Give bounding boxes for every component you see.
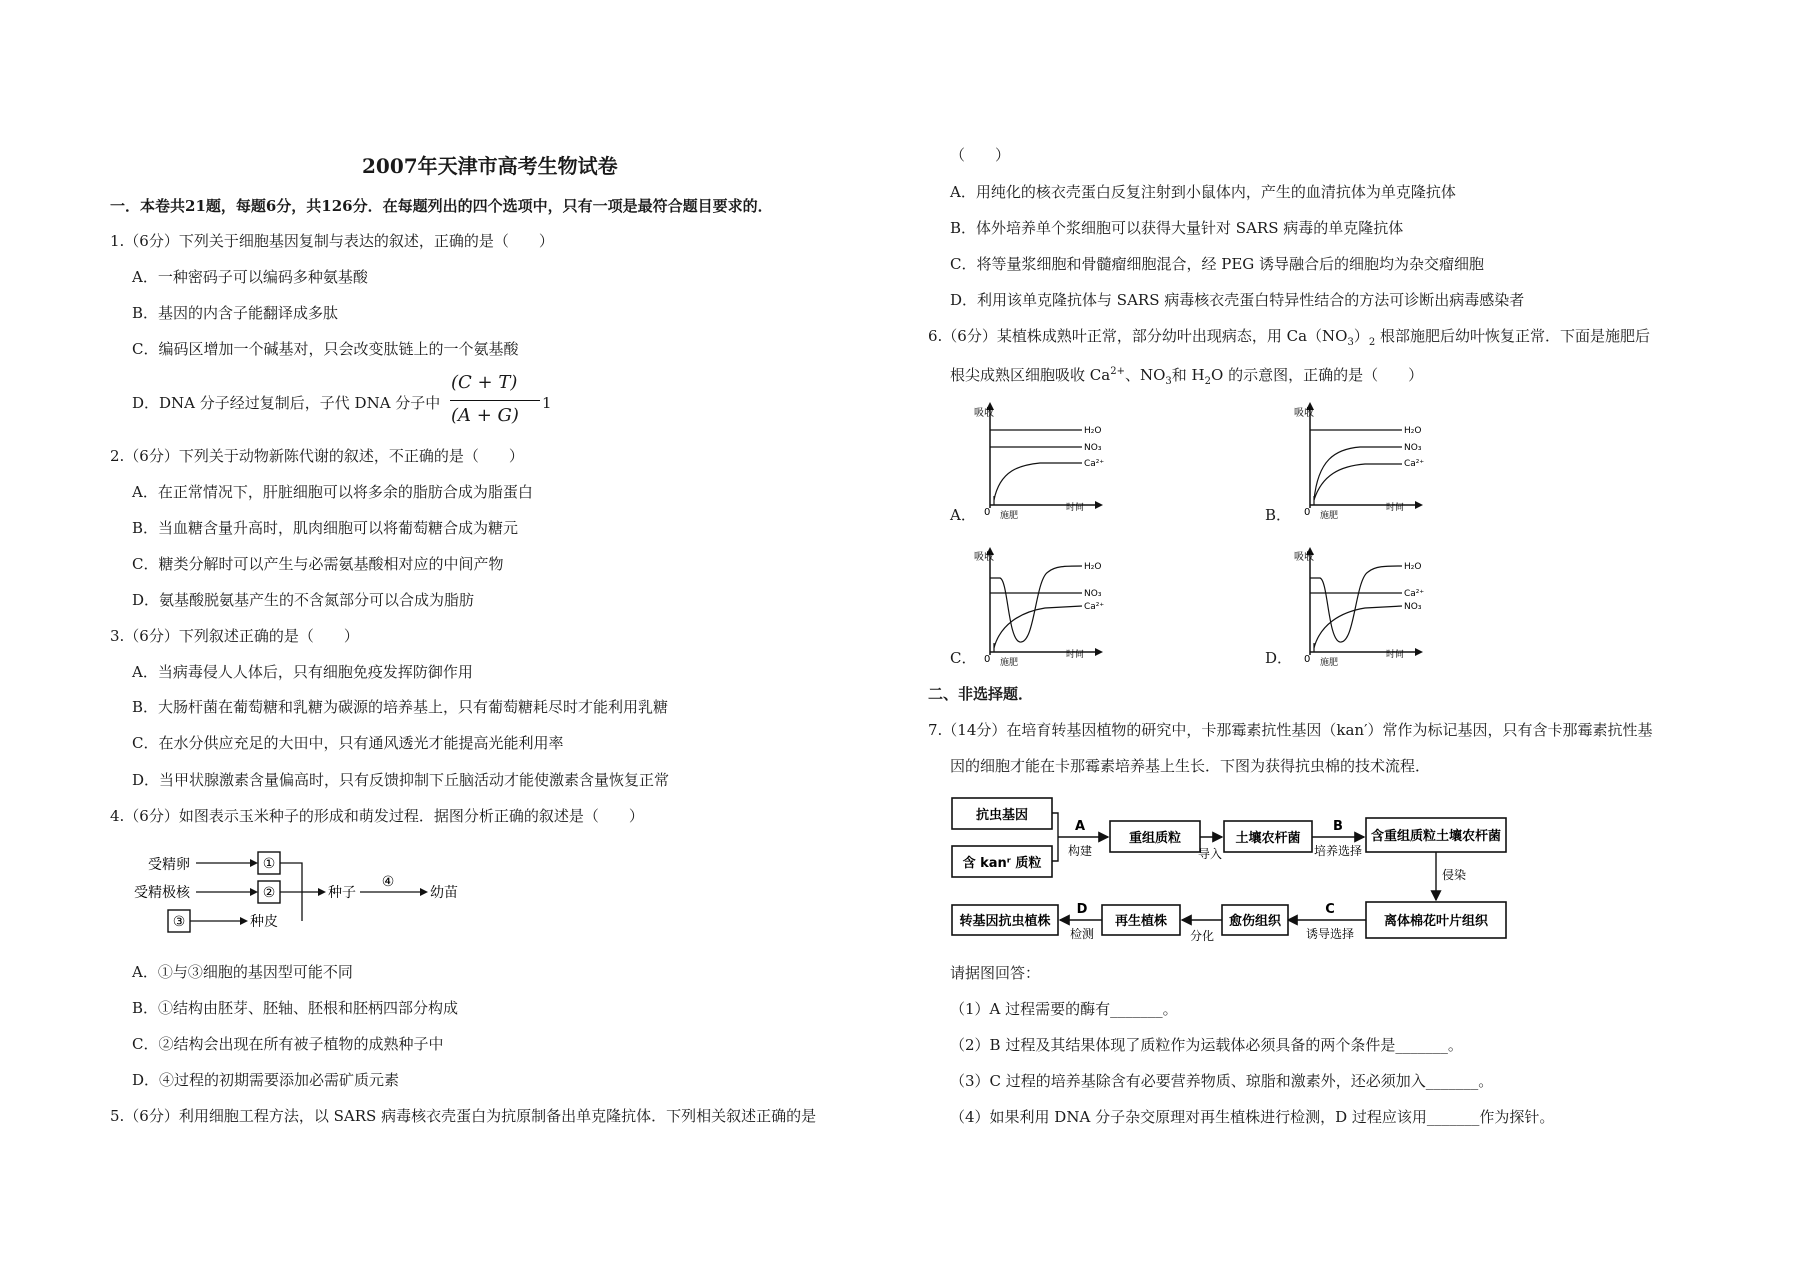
q7-prompt: 请据图回答： <box>950 964 1041 982</box>
ylabel: 吸收 <box>1294 408 1314 419</box>
xlabel: 时间 <box>1386 650 1405 660</box>
label-zygote: 受精卵 <box>148 857 190 873</box>
q1-stem: 1.（6分）下列关于细胞基因复制与表达的叙述，正确的是（ ） <box>110 232 554 250</box>
q6-stem-line1: 6.（6分）某植株成熟叶正常，部分幼叶出现病态，用 $Ca(NO_3)_2$ 根部施肥后幼叶恢复正常．下面是施肥后 <box>928 327 1651 348</box>
curve-label-ca: Ca²⁺ <box>1404 459 1425 469</box>
ylabel: 吸收 <box>974 408 994 419</box>
q7-sub1: （1）A 过程需要的酶有_______。 <box>950 1000 1178 1018</box>
label-callus: 愈伤组织 <box>1228 914 1282 929</box>
label-import: 导入 <box>1198 847 1223 861</box>
curve-label-ca: Ca²⁺ <box>1404 589 1425 599</box>
label-culture-select: 培养选择 <box>1313 844 1363 858</box>
q2-option-b: B．当血糖含量升高时，肌肉细胞可以将葡萄糖合成为糖元 <box>132 519 519 537</box>
q6-option-d-label: D． <box>1265 649 1293 667</box>
q6-option-a-label: A． <box>950 506 976 524</box>
q7-stem-line2: 因的细胞才能在卡那霉素培养基上生长．下图为获得抗虫棉的技术流程． <box>950 757 1431 775</box>
xlabel: 时间 <box>1066 650 1085 660</box>
q5-stem: 5.（6分）利用细胞工程方法，以 SARS 病毒核衣壳蛋白为抗原制备出单克隆抗体．下列相关叙述正确的是 <box>110 1107 817 1125</box>
origin: 0 <box>984 654 991 665</box>
curve-label-ca: Ca²⁺ <box>1084 602 1105 612</box>
label-seed: 种子 <box>328 885 356 901</box>
q7-stem-line1: 7.（14分）在培育转基因植物的研究中，卡那霉素抗性基因（kan′）常作为标记基因，只有含卡那霉素抗性基 <box>928 721 1653 739</box>
arrow-label-b: B <box>1333 819 1343 834</box>
label-transgenic-plant: 转基因抗虫植株 <box>959 914 1051 929</box>
q4-stem: 4.（6分）如图表示玉米种子的形成和萌发过程．据图分析正确的叙述是（ ） <box>110 807 644 825</box>
arrow-label-d: D <box>1076 902 1088 917</box>
q1-option-d-prefix: D．DNA 分子经过复制后，子代 DNA 分子中 <box>132 394 441 412</box>
q4-option-d: D．④过程的初期需要添加必需矿质元素 <box>132 1071 400 1089</box>
fert-label: 施肥 <box>1000 658 1019 668</box>
curve-label-ca: Ca²⁺ <box>1084 459 1105 469</box>
label-polar-nucleus: 受精极核 <box>134 885 190 901</box>
q5-answer-paren: （ ） <box>950 146 1011 164</box>
label-leaf-tissue: 离体棉花叶片组织 <box>1383 914 1489 929</box>
label-plasmid: 含 kanʳ 质粒 <box>962 856 1042 871</box>
q2-option-a: A．在正常情况下，肝脏细胞可以将多余的脂肪合成为脂蛋白 <box>132 483 533 501</box>
label-regenerated-plant: 再生植株 <box>1114 914 1168 929</box>
label-seed-coat: 种皮 <box>250 914 278 930</box>
q4-option-b: B．①结构由胚芽、胚轴、胚根和胚柄四部分构成 <box>132 999 459 1017</box>
curve-label-h2o: H₂O <box>1084 426 1102 436</box>
q7-sub3: （3）C 过程的培养基除含有必要营养物质、琼脂和激素外，还必须加入_______。 <box>950 1072 1494 1090</box>
label-recomb-plasmid: 重组质粒 <box>1128 831 1182 846</box>
curve-label-no3: NO₃ <box>1404 602 1422 612</box>
curve-label-h2o: H₂O <box>1084 562 1102 572</box>
origin: 0 <box>1304 654 1311 665</box>
q2-stem: 2.（6分）下列关于动物新陈代谢的叙述，不正确的是（ ） <box>110 447 524 465</box>
arrow-label-c: C <box>1325 902 1335 917</box>
fraction-numerator: (C + T) <box>451 372 518 393</box>
q1-option-c: C．编码区增加一个碱基对，只会改变肽链上的一个氨基酸 <box>132 340 519 358</box>
label-seedling: 幼苗 <box>430 885 458 901</box>
q3-option-b: B．大肠杆菌在葡萄糖和乳糖为碳源的培养基上，只有葡萄糖耗尽时才能利用乳糖 <box>132 698 669 716</box>
fert-label: 施肥 <box>1320 511 1339 521</box>
q5-option-c: C．将等量浆细胞和骨髓瘤细胞混合，经 PEG 诱导融合后的细胞均为杂交瘤细胞 <box>950 255 1485 273</box>
fraction-denominator: (A + G) <box>451 405 519 426</box>
q6-option-b-label: B． <box>1265 506 1292 524</box>
q1-option-d-suffix: 1 <box>542 394 552 412</box>
origin: 0 <box>1304 507 1311 518</box>
origin: 0 <box>984 507 991 518</box>
label-agrobacterium: 土壤农杆菌 <box>1235 831 1301 846</box>
q6-stem-line2: 根尖成熟区细胞吸收 $Ca^{2+}$、$NO_3$和 $H_2O$ 的示意图，正确的是（ ） <box>950 366 1424 387</box>
part1-header: 一．本卷共21题，每题6分，共126分．在每题列出的四个选项中，只有一项是最符合题目要求的． <box>110 197 773 215</box>
q1-option-a: A．一种密码子可以编码多种氨基酸 <box>132 268 368 286</box>
ylabel: 吸收 <box>1294 552 1314 563</box>
q5-option-d: D．利用该单克隆抗体与 SARS 病毒核衣壳蛋白特异性结合的方法可诊断出病毒感染者 <box>950 291 1525 309</box>
q4-option-a: A．①与③细胞的基因型可能不同 <box>132 963 353 981</box>
xlabel: 时间 <box>1066 503 1085 513</box>
q1-option-b: B．基因的内含子能翻译成多肽 <box>132 304 339 322</box>
box-2: ② <box>262 885 276 901</box>
step-4: ④ <box>381 874 395 890</box>
q3-option-a: A．当病毒侵人人体后，只有细胞免疫发挥防御作用 <box>132 663 473 681</box>
q3-option-c: C．在水分供应充足的大田中，只有通风透光才能提高光能利用率 <box>132 734 564 752</box>
box-1: ① <box>262 856 276 872</box>
fert-label: 施肥 <box>1000 511 1019 521</box>
xlabel: 时间 <box>1386 503 1405 513</box>
q7-sub4: （4）如果利用 DNA 分子杂交原理对再生植株进行检测，D 过程应该用_______作为探针。 <box>950 1108 1555 1126</box>
curve-label-h2o: H₂O <box>1404 426 1422 436</box>
label-infect: 侵染 <box>1442 868 1467 882</box>
ylabel: 吸收 <box>974 552 994 563</box>
fert-label: 施肥 <box>1320 658 1339 668</box>
curve-label-no3: NO₃ <box>1084 443 1102 453</box>
label-insect-gene: 抗虫基因 <box>975 808 1029 823</box>
q3-option-d: D．当甲状腺激素含量偏高时，只有反馈抑制下丘脑活动才能使激素含量恢复正常 <box>132 771 670 789</box>
curve-label-no3: NO₃ <box>1404 443 1422 453</box>
curve-label-h2o: H₂O <box>1404 562 1422 572</box>
label-detect: 检测 <box>1069 927 1095 941</box>
q5-option-b: B．体外培养单个浆细胞可以获得大量针对 SARS 病毒的单克隆抗体 <box>950 219 1404 237</box>
q2-option-c: C．糖类分解时可以产生与必需氨基酸相对应的中间产物 <box>132 555 504 573</box>
q2-option-d: D．氨基酸脱氨基产生的不含氮部分可以合成为脂肪 <box>132 591 475 609</box>
curve-label-no3: NO₃ <box>1084 589 1102 599</box>
part2-header: 二、非选择题． <box>928 685 1034 703</box>
label-induce-select: 诱导选择 <box>1305 927 1355 941</box>
box-3: ③ <box>172 914 186 930</box>
label-construct: 构建 <box>1067 844 1093 858</box>
arrow-label-a: A <box>1074 819 1086 834</box>
q6-option-c-label: C． <box>950 649 977 667</box>
q5-option-a: A．用纯化的核衣壳蛋白反复注射到小鼠体内，产生的血清抗体为单克隆抗体 <box>950 183 1456 201</box>
q4-option-c: C．②结构会出现在所有被子植物的成熟种子中 <box>132 1035 444 1053</box>
exam-title: 2007年天津市高考生物试卷 <box>362 154 618 178</box>
label-differentiate: 分化 <box>1189 929 1215 943</box>
q3-stem: 3.（6分）下列叙述正确的是（ ） <box>110 627 359 645</box>
label-recomb-agrobacterium: 含重组质粒土壤农杆菌 <box>1370 829 1502 844</box>
q7-sub2: （2）B 过程及其结果体现了质粒作为运载体必须具备的两个条件是_______。 <box>950 1036 1463 1054</box>
